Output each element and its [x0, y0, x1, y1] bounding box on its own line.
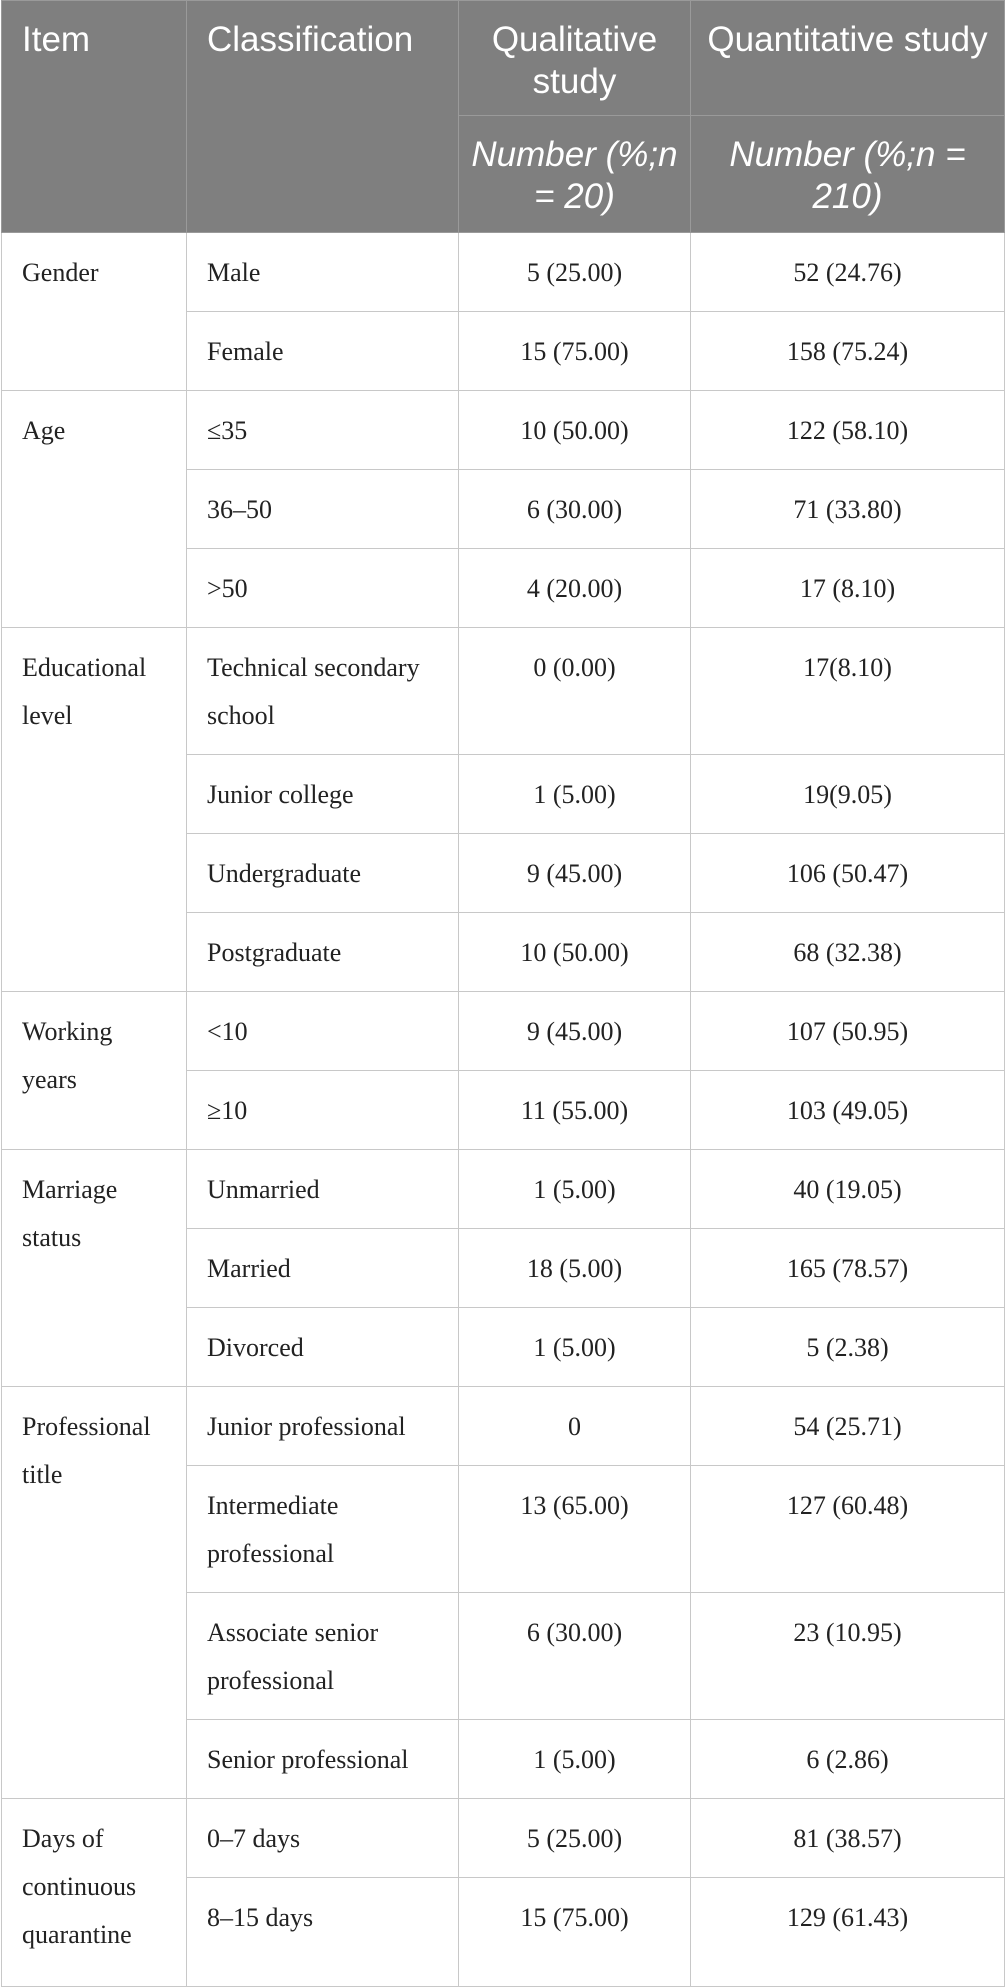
quantitative-cell: 40 (19.05)	[691, 1150, 1005, 1229]
item-cell: Working years	[2, 992, 187, 1150]
qualitative-cell: 1 (5.00)	[459, 1720, 691, 1799]
classification-cell: Intermediate professional	[187, 1466, 459, 1593]
classification-cell: Unmarried	[187, 1150, 459, 1229]
qualitative-cell: 13 (65.00)	[459, 1466, 691, 1593]
classification-cell: Junior professional	[187, 1387, 459, 1466]
qualitative-cell: 4 (20.00)	[459, 549, 691, 628]
qualitative-cell: 6 (30.00)	[459, 470, 691, 549]
quantitative-cell: 103 (49.05)	[691, 1071, 1005, 1150]
quantitative-cell: 6 (2.86)	[691, 1720, 1005, 1799]
qualitative-cell: 15 (75.00)	[459, 312, 691, 391]
classification-cell: ≥10	[187, 1071, 459, 1150]
table-row	[2, 233, 1005, 312]
table-row	[2, 1387, 1005, 1466]
classification-cell: 36–50	[187, 470, 459, 549]
qualitative-cell: 18 (5.00)	[459, 1229, 691, 1308]
classification-cell: ≤35	[187, 391, 459, 470]
quantitative-cell: 54 (25.71)	[691, 1387, 1005, 1466]
quantitative-cell: 158 (75.24)	[691, 312, 1005, 391]
qualitative-cell: 11 (55.00)	[459, 1071, 691, 1150]
header-item: Item	[2, 1, 187, 233]
classification-cell: 8–15 days	[187, 1878, 459, 1987]
item-cell: Professional title	[2, 1387, 187, 1799]
qualitative-cell: 9 (45.00)	[459, 834, 691, 913]
classification-cell: Male	[187, 233, 459, 312]
classification-cell: Postgraduate	[187, 913, 459, 992]
qualitative-cell: 9 (45.00)	[459, 992, 691, 1071]
item-cell: Marriage status	[2, 1150, 187, 1387]
classification-cell: Associate senior professional	[187, 1593, 459, 1720]
qualitative-cell: 5 (25.00)	[459, 233, 691, 312]
quantitative-cell: 122 (58.10)	[691, 391, 1005, 470]
classification-cell: <10	[187, 992, 459, 1071]
qualitative-cell: 1 (5.00)	[459, 755, 691, 834]
classification-cell: Undergraduate	[187, 834, 459, 913]
classification-cell: 0–7 days	[187, 1799, 459, 1878]
header-qualitative: Qualitative study	[459, 1, 691, 116]
qualitative-cell: 0 (0.00)	[459, 628, 691, 755]
classification-cell: Divorced	[187, 1308, 459, 1387]
quantitative-cell: 5 (2.38)	[691, 1308, 1005, 1387]
quantitative-cell: 19(9.05)	[691, 755, 1005, 834]
table-body	[2, 233, 1005, 1987]
item-cell: Age	[2, 391, 187, 628]
table-header	[2, 1, 1005, 233]
demographics-table	[1, 0, 1005, 1987]
quantitative-cell: 68 (32.38)	[691, 913, 1005, 992]
table-row	[2, 628, 1005, 755]
qualitative-cell: 1 (5.00)	[459, 1150, 691, 1229]
quantitative-cell: 81 (38.57)	[691, 1799, 1005, 1878]
classification-cell: Married	[187, 1229, 459, 1308]
qualitative-cell: 6 (30.00)	[459, 1593, 691, 1720]
classification-cell: Junior college	[187, 755, 459, 834]
table-row	[2, 992, 1005, 1071]
classification-cell: Female	[187, 312, 459, 391]
quantitative-cell: 127 (60.48)	[691, 1466, 1005, 1593]
item-cell: Days of continuous quarantine	[2, 1799, 187, 1987]
qualitative-cell: 10 (50.00)	[459, 913, 691, 992]
quantitative-cell: 106 (50.47)	[691, 834, 1005, 913]
item-cell: Educational level	[2, 628, 187, 992]
quantitative-cell: 17 (8.10)	[691, 549, 1005, 628]
classification-cell: Senior professional	[187, 1720, 459, 1799]
quantitative-cell: 52 (24.76)	[691, 233, 1005, 312]
quantitative-cell: 107 (50.95)	[691, 992, 1005, 1071]
qualitative-cell: 10 (50.00)	[459, 391, 691, 470]
table-row	[2, 391, 1005, 470]
qualitative-cell: 0	[459, 1387, 691, 1466]
item-cell: Gender	[2, 233, 187, 391]
header-qualitative-sub: Number (%;n = 20)	[459, 116, 691, 233]
table-row	[2, 1799, 1005, 1878]
qualitative-cell: 15 (75.00)	[459, 1878, 691, 1987]
quantitative-cell: 17(8.10)	[691, 628, 1005, 755]
header-quantitative-sub: Number (%;n = 210)	[691, 116, 1005, 233]
classification-cell: >50	[187, 549, 459, 628]
qualitative-cell: 1 (5.00)	[459, 1308, 691, 1387]
classification-cell: Technical secondary school	[187, 628, 459, 755]
header-classification: Classification	[187, 1, 459, 233]
header-quantitative: Quantitative study	[691, 1, 1005, 116]
qualitative-cell: 5 (25.00)	[459, 1799, 691, 1878]
quantitative-cell: 23 (10.95)	[691, 1593, 1005, 1720]
quantitative-cell: 71 (33.80)	[691, 470, 1005, 549]
quantitative-cell: 129 (61.43)	[691, 1878, 1005, 1987]
quantitative-cell: 165 (78.57)	[691, 1229, 1005, 1308]
table-row	[2, 1150, 1005, 1229]
